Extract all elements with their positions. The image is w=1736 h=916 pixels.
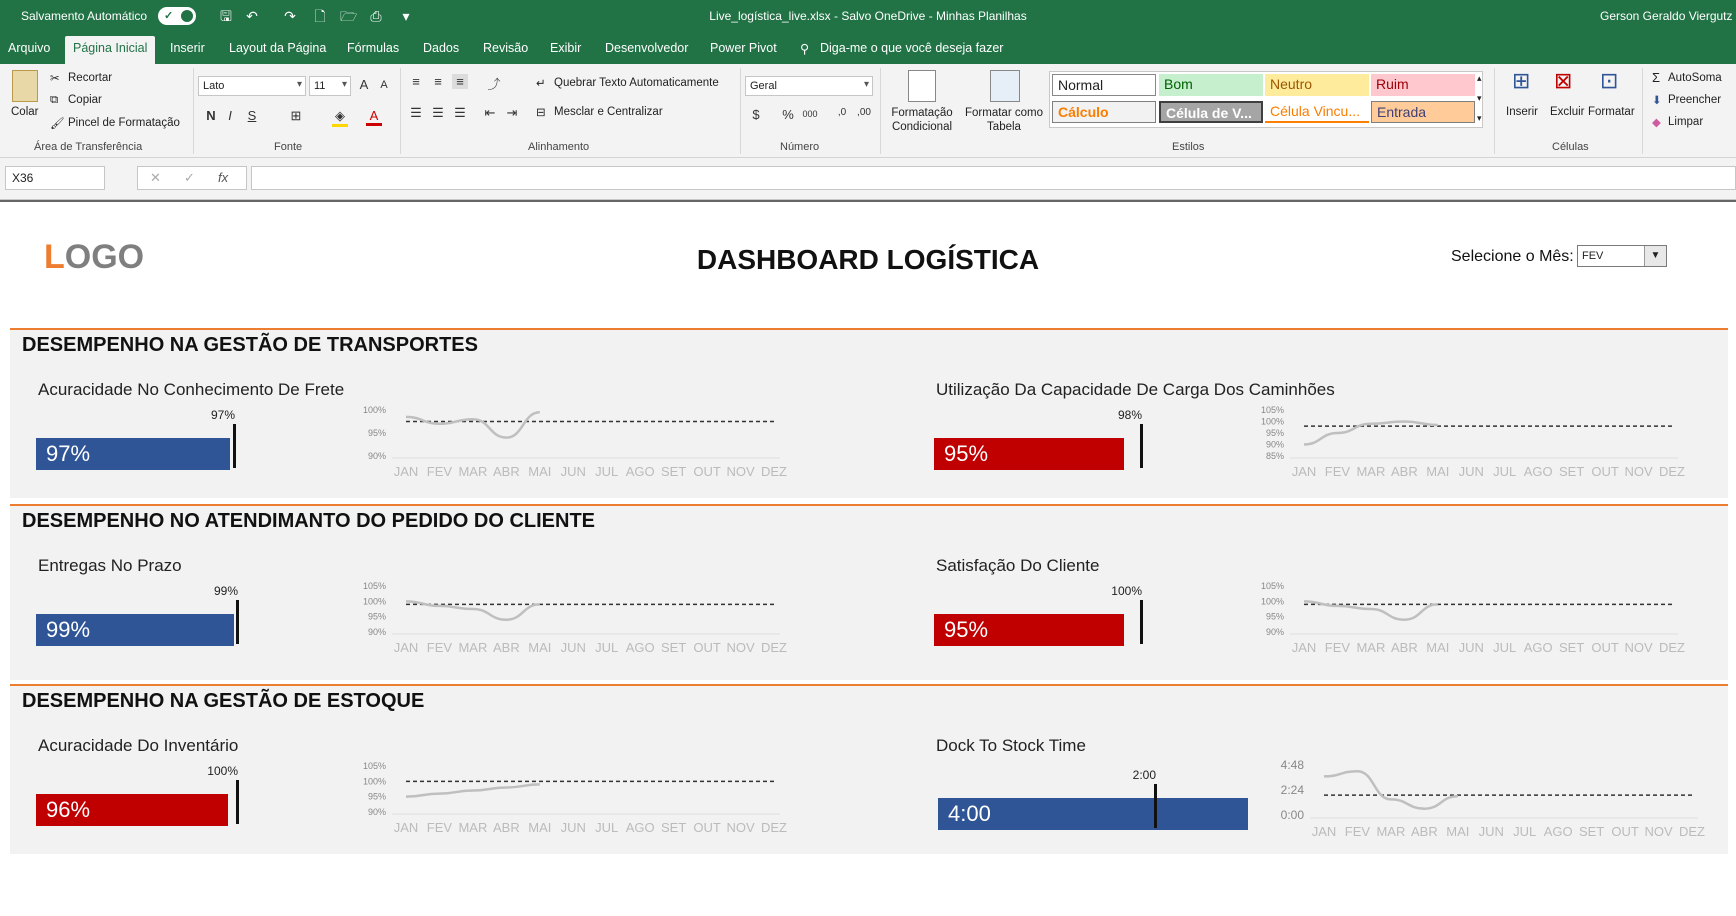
x-tick-label: FEV	[426, 640, 453, 655]
month-select[interactable]: FEV ▼	[1577, 245, 1667, 267]
paste-button[interactable]: Colar	[11, 106, 39, 118]
title-bar	[0, 0, 1736, 32]
logo: LOGO	[44, 238, 145, 276]
alignment-group-label: Alinhamento	[528, 141, 590, 153]
y-tick-label: 100%	[362, 405, 386, 415]
trend-line	[406, 784, 540, 796]
x-tick-label: OUT	[693, 820, 721, 835]
section-title: DESEMPENHO NA GESTÃO DE ESTOQUE	[22, 690, 425, 712]
kpi-value-bar: 99%	[36, 614, 234, 646]
cells-group-label: Células	[1552, 141, 1589, 153]
kpi-target-label: 99%	[213, 584, 238, 598]
style-calculo[interactable]: Cálculo	[1052, 101, 1156, 123]
ribbon-tabs	[0, 32, 1736, 64]
border-icon[interactable]: ⊞	[290, 108, 302, 123]
insert-cells-button[interactable]: Inserir	[1506, 106, 1538, 118]
y-tick-label: 105%	[1260, 581, 1284, 591]
x-tick-label: MAI	[528, 640, 552, 655]
thousands-icon[interactable]: 000	[802, 109, 818, 119]
x-tick-label: JAN	[393, 640, 419, 655]
kpi-target-label: 2:00	[1132, 768, 1156, 782]
x-tick-label: DEZ	[1659, 464, 1685, 479]
align-left-icon[interactable]: ☰	[410, 105, 422, 120]
x-tick-label: FEV	[1344, 824, 1371, 839]
tab-desenvolvedor[interactable]: Desenvolvedor	[605, 41, 689, 55]
x-tick-label: JUN	[560, 640, 586, 655]
y-tick-label: 100%	[1260, 416, 1284, 427]
x-tick-label: SET	[660, 464, 687, 479]
bold-button[interactable]: N	[206, 108, 216, 123]
y-tick-label: 2:24	[1280, 783, 1304, 797]
x-tick-label: DEZ	[1659, 640, 1685, 655]
formula-buttons	[137, 166, 247, 190]
format-cells-button[interactable]: Formatar	[1588, 106, 1635, 118]
dashboard-title: DASHBOARD LOGÍSTICA	[696, 244, 1040, 275]
kpi-target-marker	[236, 780, 239, 824]
group-divider	[193, 68, 194, 154]
search-icon[interactable]: ⚲	[800, 42, 810, 56]
decrease-indent-icon[interactable]: ⇤	[484, 105, 496, 120]
fill-color-icon[interactable]: ◈	[332, 108, 348, 127]
kpi-value-bar: 96%	[36, 794, 228, 826]
y-tick-label: 90%	[1265, 627, 1284, 637]
tab-dados[interactable]: Dados	[423, 41, 460, 55]
month-selector-label: Selecione o Mês:	[1451, 248, 1574, 265]
y-tick-label: 90%	[1265, 439, 1284, 450]
y-tick-label: 105%	[362, 761, 386, 771]
currency-icon[interactable]: $	[752, 107, 760, 122]
x-tick-label: NOV	[726, 640, 755, 655]
x-tick-label: SET	[660, 820, 687, 835]
x-tick-label: AGO	[1523, 464, 1553, 479]
kpi-target-marker	[1154, 784, 1157, 828]
font-size-select[interactable]: 11 ▾	[309, 76, 351, 96]
x-tick-label: ABR	[1390, 464, 1418, 479]
kpi-card	[908, 686, 1736, 839]
x-tick-label: OUT	[693, 640, 721, 655]
y-tick-label: 100%	[1260, 596, 1284, 607]
x-tick-label: JUN	[560, 820, 586, 835]
x-tick-label: ABR	[492, 464, 520, 479]
gallery-scroll-down-icon[interactable]: ▾	[1477, 93, 1482, 103]
x-tick-label: AGO	[625, 820, 655, 835]
kpi-trend-chart	[350, 398, 790, 488]
kpi-title: Entregas No Prazo	[38, 556, 182, 575]
font-color-icon[interactable]: A	[366, 108, 382, 126]
kpi-value-bar: 95%	[934, 438, 1124, 470]
increase-decimal-icon[interactable]: ,0	[837, 107, 847, 118]
kpi-value-bar: 4:00	[938, 798, 1248, 830]
x-tick-label: MAI	[1446, 824, 1470, 839]
new-file-icon[interactable]: 🗋	[314, 8, 326, 24]
x-tick-label: SET	[1578, 824, 1605, 839]
formula-input[interactable]	[251, 166, 1736, 190]
kpi-card	[10, 506, 870, 655]
y-tick-label: 95%	[367, 428, 386, 438]
brush-icon[interactable]: 🖌	[50, 118, 65, 130]
y-tick-label: 90%	[367, 807, 386, 817]
x-tick-label: OUT	[1591, 464, 1619, 479]
x-tick-label: FEV	[1324, 640, 1351, 655]
x-tick-label: JUN	[560, 464, 586, 479]
kpi-trend-chart	[1248, 398, 1688, 488]
formula-bar	[0, 158, 1736, 200]
conditional-format-icon[interactable]	[908, 70, 936, 102]
x-tick-label: NOV	[726, 820, 755, 835]
x-tick-label: SET	[1558, 464, 1585, 479]
tab-layout[interactable]: Layout da Página	[229, 41, 327, 55]
kpi-title: Acuracidade Do Inventário	[38, 736, 239, 755]
kpi-trend-chart	[350, 574, 790, 664]
kpi-target-label: 97%	[210, 408, 235, 422]
group-divider	[400, 68, 401, 154]
tab-revisao[interactable]: Revisão	[483, 41, 529, 55]
y-tick-label: 90%	[367, 451, 386, 461]
x-tick-label: DEZ	[761, 464, 787, 479]
insert-function-icon[interactable]: fx	[218, 170, 229, 185]
x-tick-label: JAN	[393, 464, 419, 479]
number-group-label: Número	[780, 141, 820, 153]
kpi-trend-chart	[1248, 574, 1688, 664]
tell-me-input[interactable]: Diga-me o que você deseja fazer	[820, 41, 1004, 55]
y-tick-label: 95%	[367, 791, 386, 802]
group-divider	[880, 68, 881, 154]
copy-icon[interactable]: ⧉	[50, 94, 59, 106]
x-tick-label: DEZ	[1679, 824, 1705, 839]
y-tick-label: 85%	[1265, 451, 1284, 461]
merge-icon[interactable]: ⊟	[536, 107, 546, 119]
x-tick-label: JUL	[595, 464, 619, 479]
x-tick-label: MAI	[528, 820, 552, 835]
x-tick-label: MAR	[1376, 824, 1406, 839]
dashboard-section	[10, 684, 1728, 854]
align-center-icon[interactable]: ☰	[432, 105, 444, 120]
kpi-target-marker	[233, 424, 236, 468]
dashboard-section	[10, 328, 1728, 498]
x-tick-label: JUN	[1458, 464, 1484, 479]
x-tick-label: NOV	[1624, 640, 1653, 655]
x-tick-label: MAI	[1426, 640, 1450, 655]
cancel-icon[interactable]: ✕	[150, 170, 161, 185]
y-tick-label: 95%	[367, 611, 386, 622]
delete-cells-button[interactable]: Excluir	[1550, 106, 1585, 118]
gallery-more-icon[interactable]: ▾	[1477, 113, 1482, 123]
format-as-table-button[interactable]: Formatar como Tabela	[965, 107, 1043, 133]
x-tick-label: NOV	[726, 464, 755, 479]
format-table-icon[interactable]	[990, 70, 1020, 102]
style-bom[interactable]: Bom	[1159, 74, 1263, 96]
file-title: Live_logística_live.xlsx - Salvo OneDrive - Minhas Planilhas	[709, 9, 1027, 23]
x-tick-label: SET	[660, 640, 687, 655]
worksheet	[0, 200, 1736, 916]
redo-icon[interactable]: ↷	[284, 8, 296, 24]
kpi-target-marker	[1140, 424, 1143, 468]
chevron-down-icon[interactable]: ▼	[1644, 246, 1666, 266]
cut-button[interactable]: Recortar	[68, 72, 113, 84]
x-tick-label: AGO	[1523, 640, 1553, 655]
cut-icon[interactable]: ✂	[50, 73, 60, 85]
x-tick-label: JUL	[1513, 824, 1537, 839]
x-tick-label: ABR	[1390, 640, 1418, 655]
trend-line	[1324, 771, 1458, 809]
font-shrink-icon[interactable]: A	[380, 79, 388, 91]
tab-pagina-inicial[interactable]: Página Inicial	[65, 36, 155, 64]
x-tick-label: JUL	[1493, 464, 1517, 479]
x-tick-label: FEV	[426, 464, 453, 479]
y-tick-label: 95%	[1265, 428, 1284, 438]
insert-cells-icon[interactable]: ⊞	[1512, 68, 1531, 93]
kpi-target-label: 100%	[207, 764, 238, 778]
eraser-icon[interactable]: ◆	[1652, 117, 1661, 129]
kpi-target-label: 100%	[1111, 584, 1142, 598]
print-icon[interactable]: ⎙	[370, 8, 382, 24]
customize-chevron-icon[interactable]: ▾	[402, 8, 410, 24]
copy-button[interactable]: Copiar	[68, 94, 102, 106]
kpi-card	[10, 686, 870, 835]
tab-exibir[interactable]: Exibir	[550, 41, 582, 55]
x-tick-label: JAN	[393, 820, 419, 835]
x-tick-label: JUL	[595, 820, 619, 835]
x-tick-label: MAI	[528, 464, 552, 479]
x-tick-label: OUT	[693, 464, 721, 479]
kpi-value-bar: 97%	[36, 438, 230, 470]
x-tick-label: JUL	[1493, 640, 1517, 655]
number-format-select[interactable]: Geral ▾	[745, 76, 873, 96]
autosum-icon[interactable]: Σ	[1652, 70, 1661, 85]
tab-arquivo[interactable]: Arquivo	[8, 41, 51, 55]
y-tick-label: 105%	[362, 581, 386, 591]
group-divider	[1494, 68, 1495, 154]
x-tick-label: DEZ	[761, 640, 787, 655]
kpi-trend-chart	[350, 754, 790, 844]
kpi-title: Dock To Stock Time	[936, 736, 1086, 755]
y-tick-label: 0:00	[1280, 808, 1304, 822]
font-group-label: Fonte	[274, 141, 303, 153]
clipboard-group-label: Área de Transferência	[34, 141, 143, 153]
section-title: DESEMPENHO NA GESTÃO DE TRANSPORTES	[22, 334, 478, 356]
x-tick-label: ABR	[492, 820, 520, 835]
style-celula-vinculada[interactable]: Célula Vincu...	[1265, 101, 1369, 123]
orientation-icon[interactable]: ⤴	[487, 77, 501, 92]
user-name[interactable]: Gerson Geraldo Viergutz	[1600, 9, 1733, 23]
paste-icon[interactable]	[12, 70, 38, 102]
x-tick-label: MAI	[1426, 464, 1450, 479]
autosave-toggle[interactable]: ✓	[158, 7, 196, 25]
x-tick-label: MAR	[1356, 640, 1386, 655]
group-divider	[1642, 68, 1643, 154]
kpi-target-marker	[236, 600, 239, 644]
decrease-decimal-icon[interactable]: ,00	[857, 107, 871, 118]
percent-icon[interactable]: %	[782, 107, 794, 122]
x-tick-label: OUT	[1611, 824, 1639, 839]
style-normal[interactable]: Normal	[1052, 74, 1156, 96]
format-painter-button[interactable]: Pincel de Formatação	[68, 117, 180, 129]
y-tick-label: 95%	[1265, 611, 1284, 622]
kpi-target-marker	[1140, 600, 1143, 644]
trend-line	[1304, 422, 1438, 445]
x-tick-label: ABR	[1410, 824, 1438, 839]
styles-group-label: Estilos	[1172, 141, 1205, 153]
kpi-card	[10, 330, 870, 479]
x-tick-label: AGO	[1543, 824, 1573, 839]
tab-power-pivot[interactable]: Power Pivot	[710, 41, 777, 55]
dashboard-section	[10, 504, 1728, 680]
tab-inserir[interactable]: Inserir	[170, 41, 205, 55]
x-tick-label: NOV	[1624, 464, 1653, 479]
x-tick-label: AGO	[625, 640, 655, 655]
font-name-select[interactable]: Lato ▾	[198, 76, 306, 96]
kpi-card	[908, 506, 1736, 655]
kpi-title: Utilização Da Capacidade De Carga Dos Caminhões	[936, 380, 1335, 399]
conditional-format-button[interactable]: Formatação Condicional	[891, 107, 953, 133]
trend-line	[406, 412, 540, 437]
kpi-title: Satisfação Do Cliente	[936, 556, 1100, 575]
x-tick-label: JAN	[1291, 640, 1317, 655]
group-divider	[740, 68, 741, 154]
kpi-title: Acuracidade No Conhecimento De Frete	[38, 380, 345, 399]
merge-center-button[interactable]: Mesclar e Centralizar	[554, 106, 663, 118]
x-tick-label: FEV	[1324, 464, 1351, 479]
y-tick-label: 100%	[362, 776, 386, 787]
gallery-scroll-up-icon[interactable]: ▴	[1477, 73, 1482, 83]
x-tick-label: MAR	[458, 464, 488, 479]
x-tick-label: AGO	[625, 464, 655, 479]
autosum-button[interactable]: AutoSoma	[1668, 72, 1722, 84]
font-grow-icon[interactable]: A	[359, 77, 369, 92]
align-bottom-icon[interactable]: ≡	[452, 74, 468, 89]
x-tick-label: NOV	[1644, 824, 1673, 839]
x-tick-label: OUT	[1591, 640, 1619, 655]
x-tick-label: ABR	[492, 640, 520, 655]
italic-button[interactable]: I	[228, 108, 232, 123]
style-ruim[interactable]: Ruim	[1371, 74, 1475, 96]
save-icon[interactable]: 🖫	[220, 8, 232, 24]
fill-button[interactable]: Preencher	[1668, 94, 1722, 106]
delete-cells-icon[interactable]: ⊠	[1554, 68, 1573, 93]
increase-indent-icon[interactable]: ⇥	[506, 105, 518, 120]
kpi-target-label: 98%	[1117, 408, 1142, 422]
y-tick-label: 105%	[1260, 405, 1284, 415]
kpi-card	[908, 330, 1736, 479]
y-tick-label: 4:48	[1280, 758, 1304, 772]
fill-down-icon[interactable]: ⬇	[1652, 95, 1662, 107]
align-right-icon[interactable]: ☰	[454, 105, 466, 120]
underline-button[interactable]: S	[247, 108, 257, 123]
x-tick-label: JUL	[595, 640, 619, 655]
x-tick-label: FEV	[426, 820, 453, 835]
x-tick-label: DEZ	[761, 820, 787, 835]
style-entrada[interactable]: Entrada	[1371, 101, 1475, 123]
name-box[interactable]: X36	[5, 166, 105, 190]
ribbon	[0, 64, 1736, 158]
undo-icon[interactable]: ↶	[246, 8, 258, 24]
align-middle-icon[interactable]: ≡	[434, 74, 442, 89]
section-title: DESEMPENHO NO ATENDIMANTO DO PEDIDO DO CLIENTE	[22, 510, 595, 532]
x-tick-label: SET	[1558, 640, 1585, 655]
kpi-trend-chart	[1268, 754, 1708, 844]
x-tick-label: JUN	[1458, 640, 1484, 655]
style-neutro[interactable]: Neutro	[1265, 74, 1369, 96]
autosave-label: Salvamento Automático	[21, 9, 148, 23]
y-tick-label: 90%	[367, 627, 386, 637]
x-tick-label: JAN	[1291, 464, 1317, 479]
y-tick-label: 100%	[362, 596, 386, 607]
kpi-value-bar: 95%	[934, 614, 1124, 646]
enter-icon[interactable]: ✓	[184, 170, 195, 185]
x-tick-label: MAR	[1356, 464, 1386, 479]
wrap-text-button[interactable]: Quebrar Texto Automaticamente	[554, 77, 719, 89]
align-top-icon[interactable]: ≡	[412, 74, 420, 89]
clear-button[interactable]: Limpar	[1668, 116, 1704, 128]
x-tick-label: MAR	[458, 640, 488, 655]
open-folder-icon[interactable]: 🗁	[340, 8, 358, 24]
x-tick-label: JAN	[1311, 824, 1337, 839]
x-tick-label: MAR	[458, 820, 488, 835]
format-cells-icon[interactable]: ⊡	[1600, 68, 1619, 93]
style-celula-verificacao[interactable]: Célula de V...	[1159, 101, 1263, 123]
wrap-text-icon[interactable]: ↵	[536, 78, 546, 90]
x-tick-label: JUN	[1478, 824, 1504, 839]
tab-formulas[interactable]: Fórmulas	[347, 41, 400, 55]
